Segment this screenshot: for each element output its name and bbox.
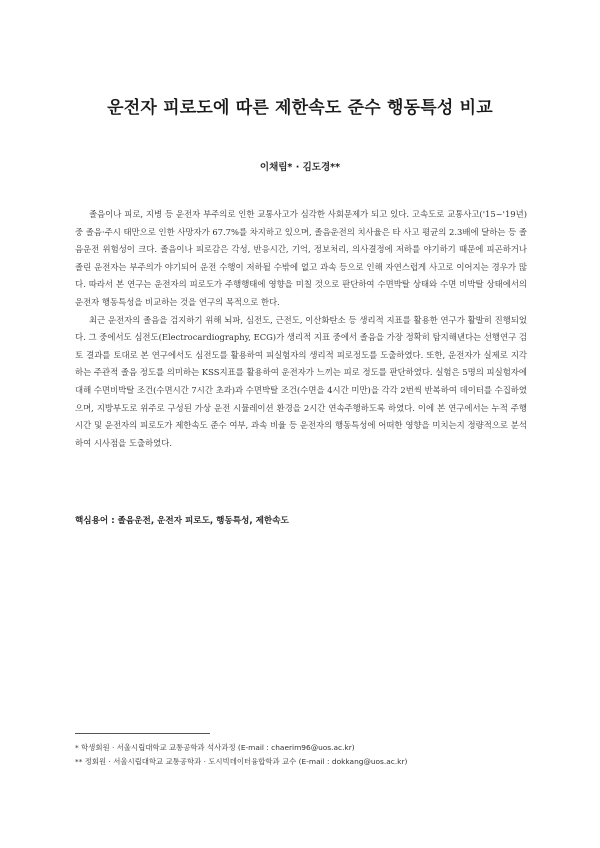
keywords: 핵심용어 : 졸음운전, 운전자 피로도, 행동특성, 제한속도: [75, 516, 289, 526]
footnote-divider: [75, 733, 210, 734]
footnote-author-2: ** 정회원 · 서울시립대학교 교통공학과 · 도시빅데이터융합학과 교수 (E-mail : dokkang@uos.ac.kr): [75, 756, 408, 766]
footnotes: [75, 741, 535, 768]
abstract-paragraph: 졸음이나 피로, 지병 등 운전자 부주의로 인한 교통사고가 심각한 사회문제가 되고 있다. 고속도로 교통사고('15~'19년) 중 졸음·주시 태만으로 인한 사망자가 67.7%를 차지하고 있으며, 졸음운전의 치사율은 타 사고 평균의 2.3배에 달하는 등 졸음운전 위험성이 크다. 졸음이나 피로감은 각성, 반응시간, 기억, 정보처리, 의사결정에 저하를 야기하기 때문에 피곤하거나 졸린 운전자는 부주의가 야기되어 운전 수행이 저하될 수밖에 없고 과속 등으로 인해 자연스럽게 사고로 이어지는 경우가 많다. 따라서 본 연구는 운전자의 피로도가 주행행태에 영향을 미칠 것으로 판단하여 수면박탈 상태와 수면 비박탈 상태에서의 운전자 행동특성을 비교하는 것을 연구의 목적으로 한다.: [75, 209, 527, 307]
abstract-paragraph: 최근 운전자의 졸음을 검지하기 위해 뇌파, 심전도, 근전도, 이산화탄소 등 생리적 지표를 활용한 연구가 활발히 진행되었다. 그 중에서도 심전도(Electrocardiography, ECG)가 생리적 지표 중에서 졸음을 가장 정확히 탐지해낸다는 선행연구 검토 결과를 토대로 본 연구에서도 심전도를 활용하여 피실험자의 생리적 피로정도를 도출하였다. 또한, 운전자가 실제로 지각하는 주관적 졸음 정도를 의미하는 KSS지표를 활용하여 운전자가 느끼는 피로 정도를 판단하였다. 실험은 5명의 피실험자에 대해 수면비박탈 조건(수면시간 7시간 초과)과 수면박탈 조건(수면을 4시간 미만)을 각각 2번씩 반복하여 데이터를 수집하였으며, 지방부도로 위주로 구성된 가상 운전 시뮬레이션 환경을 2시간 연속주행하도록 하였다. 이에 본 연구에서는 누적 주행시간 및 운전자의 피로도가 제한속도 준수 여부, 과속 비율 등 운전자의 행동특성에 어떠한 영향을 미치는지 정량적으로 분석하여 시사점을 도출하였다.: [75, 314, 527, 448]
footnote-author-1: * 학생회원 · 서울시립대학교 교통공학과 석사과정 (E-mail : chaerim96@uos.ac.kr): [75, 743, 355, 752]
author-line: 이채림* · 김도경**: [259, 162, 341, 173]
abstract: [75, 206, 527, 452]
paper-title: 운전자 피로도에 따른 제한속도 준수 행동특성 비교: [107, 98, 493, 118]
